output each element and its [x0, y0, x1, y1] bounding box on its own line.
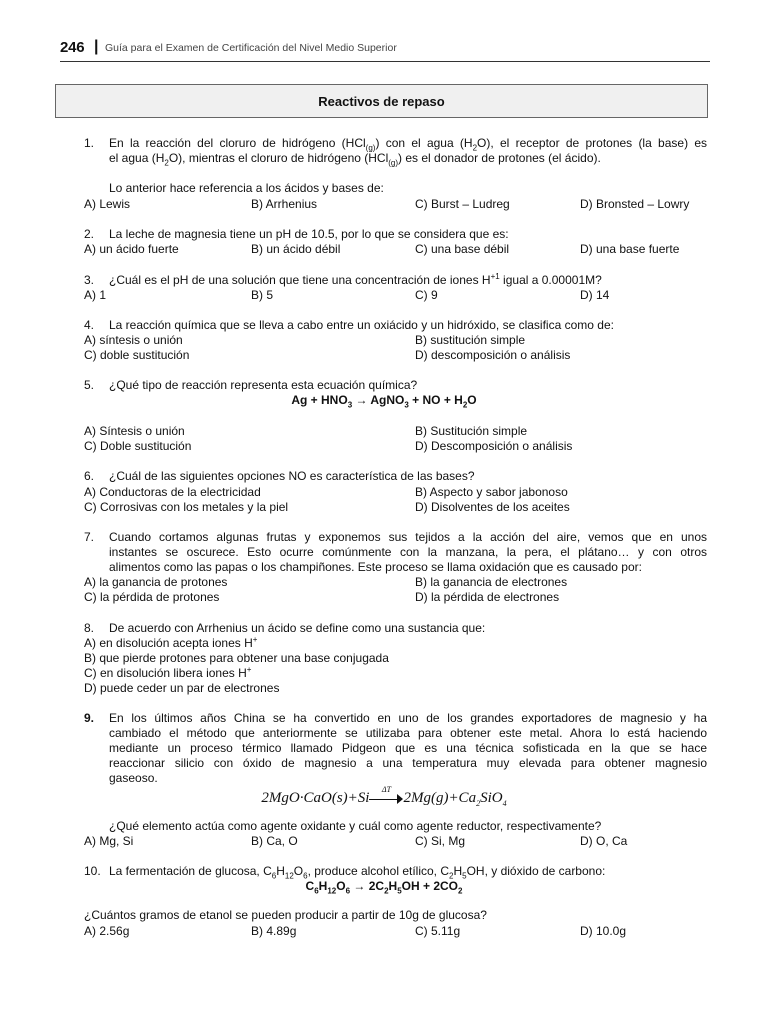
q1-line2: el agua $(H_2O)$, mientras el cloruro de hidrógeno (HCl$_{(g)}$) es el donador de protones (el ácido).	[109, 151, 601, 168]
q1-option-c[interactable]: C) Burst – Ludreg	[415, 197, 510, 211]
q8-option-b[interactable]: B) que pierde protones para obtener una base conjugada	[84, 651, 389, 665]
q10-question: ¿Cuántos gramos de etanol se pueden producir a partir de 10g de glucosa?	[84, 908, 487, 922]
q9-line5: gaseoso.	[109, 771, 158, 785]
q2-text: La leche de magnesia tiene un pH de 10.5, por lo que se considera que es:	[109, 227, 509, 241]
q9-delta-label: ΔT	[381, 784, 392, 794]
q9-line3: mediante un proceso térmico llamado Pidgeon que es una técnica sofisticada en la que se hace	[109, 741, 707, 755]
q6-option-c[interactable]: C) Corrosivas con los metales y la piel	[84, 500, 289, 514]
q9-arrow-head	[397, 794, 403, 804]
q3-option-d[interactable]: D) 14	[580, 288, 610, 302]
q1-option-a[interactable]: A) Lewis	[84, 197, 131, 211]
q10-number: 10.	[84, 864, 101, 878]
q7-line3: alimentos como las papas o los champiñones. Este proceso se llama oxidación que es causado por:	[109, 560, 642, 574]
q3-option-b[interactable]: B) 5	[251, 288, 274, 302]
q7-line2: instantes se oscurece. Esto ocurre comúnmente con la manzana, la pera, el plátano… y con otros	[109, 545, 707, 559]
q10-option-b[interactable]: B) 4.89g	[251, 924, 297, 938]
q2-number: 2.	[84, 227, 95, 241]
q2-option-a[interactable]: A) un ácido fuerte	[84, 242, 179, 256]
q4-option-a[interactable]: A) síntesis o unión	[84, 333, 183, 347]
q3-option-a[interactable]: A) 1	[84, 288, 107, 302]
q5-number: 5.	[84, 378, 95, 392]
q6-option-b[interactable]: B) Aspecto y sabor jabonoso	[415, 485, 568, 499]
q9-equation: 2MgO·CaO(s)+Si ΔT $2Mg(g)+Ca_2SiO_4$	[261, 784, 507, 808]
q10-equation: $C_6H_{12}O_6 \to 2C_2H_5OH + 2CO_2$	[305, 879, 463, 896]
q4-option-c[interactable]: C) doble sustitución	[84, 348, 190, 362]
q2-option-d[interactable]: D) una base fuerte	[580, 242, 680, 256]
q6-text: ¿Cuál de las siguientes opciones NO es característica de las bases?	[109, 469, 475, 483]
q7-option-d[interactable]: D) la pérdida de electrones	[415, 590, 560, 604]
q1-option-b[interactable]: B) Arrhenius	[251, 197, 318, 211]
q9-line4: reaccionar silicio con óxido de magnesio a una temperatura muy elevada para obtener magnesio	[109, 756, 707, 770]
q9-number: 9.	[84, 711, 95, 725]
q9-option-c[interactable]: C) Si, Mg	[415, 834, 466, 848]
q8-option-d[interactable]: D) puede ceder un par de electrones	[84, 681, 280, 695]
book-title: Guía para el Examen de Certificación del Nivel Medio Superior	[105, 42, 397, 54]
q10-option-a[interactable]: A) 2.56g	[84, 924, 130, 938]
q1-line1: En la reacción del cloruro de hidrógeno (HCl$_{(g)}$) con el agua $(H_2O)$, el receptor de protones (la base) es	[109, 136, 708, 153]
q5-option-a[interactable]: A) Síntesis o unión	[84, 424, 185, 438]
q5-option-b[interactable]: B) Sustitución simple	[415, 424, 528, 438]
q7-line1: Cuando cortamos algunas frutas y exponemos sus tejidos a la acción del aire, vemos que en unos	[109, 530, 707, 544]
header-separator: |	[94, 38, 99, 55]
q7-option-c[interactable]: C) la pérdida de protones	[84, 590, 220, 604]
q2-option-b[interactable]: B) un ácido débil	[251, 242, 341, 256]
q3-text: ¿Cuál es el pH de una solución que tiene una concentración de iones $H^{+1}$ igual a 0.00001M?	[109, 272, 602, 287]
q10-option-d[interactable]: D) 10.0g	[580, 924, 627, 938]
q9-arrow-line	[369, 799, 399, 800]
q3-option-c[interactable]: C) 9	[415, 288, 438, 302]
q8-text: De acuerdo con Arrhenius un ácido se define como una sustancia que:	[109, 621, 486, 635]
page-header	[60, 39, 710, 62]
q9-question: ¿Qué elemento actúa como agente oxidante y cuál como agente reductor, respectivamente?	[109, 819, 602, 833]
q7-option-b[interactable]: B) la ganancia de electrones	[415, 575, 568, 589]
q9-option-b[interactable]: B) Ca, O	[251, 834, 298, 848]
q7-option-a[interactable]: A) la ganancia de protones	[84, 575, 228, 589]
q9-line1: En los últimos años China se ha convertido en uno de los grandes exportadores de magnesio y ha	[109, 711, 707, 725]
q5-option-d[interactable]: D) Descomposición o análisis	[415, 439, 573, 453]
q9-option-a[interactable]: A) Mg, Si	[84, 834, 134, 848]
q6-option-a[interactable]: A) Conductoras de la electricidad	[84, 485, 261, 499]
q4-text: La reacción química que se lleva a cabo entre un oxiácido y un hidróxido, se clasifica como de:	[109, 318, 614, 332]
q4-option-d[interactable]: D) descomposición o análisis	[415, 348, 571, 362]
q4-option-b[interactable]: B) sustitución simple	[415, 333, 526, 347]
q8-number: 8.	[84, 621, 95, 635]
q5-text: ¿Qué tipo de reacción representa esta ecuación química?	[109, 378, 418, 392]
page-number: 246	[60, 39, 85, 56]
q4-number: 4.	[84, 318, 95, 332]
q6-number: 6.	[84, 469, 95, 483]
q5-equation: $Ag + HNO_3$ → AgNO$_3$ + NO + $H_2O$	[291, 393, 477, 410]
q1-prompt: Lo anterior hace referencia a los ácidos y bases de:	[109, 181, 384, 195]
q2-option-c[interactable]: C) una base débil	[415, 242, 510, 256]
q7-number: 7.	[84, 530, 95, 544]
q1-option-d[interactable]: D) Bronsted – Lowry	[580, 197, 690, 211]
q9-option-d[interactable]: D) O, Ca	[580, 834, 628, 848]
q8-option-a[interactable]: A) en disolución acepta iones H+	[84, 635, 258, 650]
q6-option-d[interactable]: D) Disolventes de los aceites	[415, 500, 570, 514]
q9-line2: cambiado el método que anteriormente se utilizaba para obtener este metal. Ahora lo está haciendo	[109, 726, 707, 740]
q10-text: La fermentación de glucosa, $C_6H_{12}O_6$, produce alcohol etílico, $C_2H_5OH$, y dióxido de carbono:	[109, 864, 606, 881]
q8-option-c[interactable]: C) en disolución libera iones H+	[84, 665, 252, 680]
q3-number: 3.	[84, 273, 95, 287]
q1-number: 1.	[84, 136, 95, 150]
q5-option-c[interactable]: C) Doble sustitución	[84, 439, 192, 453]
section-banner: Reactivos de repaso	[55, 84, 708, 118]
q10-option-c[interactable]: C) 5.11g	[415, 924, 461, 938]
